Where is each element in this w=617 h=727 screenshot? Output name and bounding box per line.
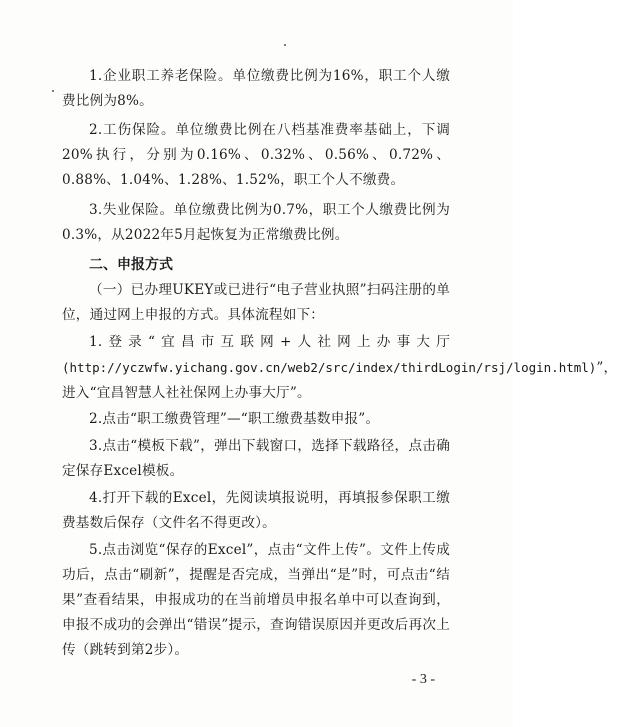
step-1-prefix: 1.登录“宜昌市互联网+人社网上办事大厅 xyxy=(89,334,450,350)
step-2: 2.点击“职工缴费管理”—“职工缴费基数申报”。 xyxy=(89,411,380,427)
step-4: 4.打开下载的Excel，先阅读填报说明，再填报参保职工缴费基数后保存（文件名不得更改）。 xyxy=(62,490,450,531)
step-1-suffix: ”，进入“宜昌智慧人社社保网上办事大厅”。 xyxy=(62,360,617,401)
paragraph-injury-insurance: 2.工伤保险。单位缴费比例在八档基准费率基础上，下调20%执行，分别为0.16%、0.32%、0.56%、0.72%、0.88%、1.04%、1.28%、1.52%，职工个人不缴费。 xyxy=(62,122,450,188)
subsection-online-declaration: （一）已办理UKEY或已进行“电子营业执照”扫码注册的单位，通过网上申报的方式。具体流程如下： xyxy=(62,282,450,323)
section-heading: 二、申报方式 xyxy=(89,257,173,273)
paragraph-pension-insurance: 1.企业职工养老保险。单位缴费比例为16%，职工个人缴费比例为8%。 xyxy=(62,68,450,109)
step-5: 5.点击浏览“保存的Excel”，点击“文件上传”。文件上传成功后，点击“刷新”，提醒是否完成，当弹出“是”时，可点击“结果”查看结果，申报成功的在当前增员申报名单中可以查询到，申报不成功的会弹出“错误”提示，查询错误原因并更改后再次上传（跳转到第2步）。 xyxy=(62,542,450,658)
login-url: (http://yczwfw.yichang.gov.cn/web2/src/index/thirdLogin/rsj/login.html) xyxy=(62,360,597,375)
paragraph-unemployment-insurance: 3.失业保险。单位缴费比例为0.7%，职工个人缴费比例为0.3%，从2022年5月起恢复为正常缴费比例。 xyxy=(62,202,450,243)
step-3: 3.点击“模板下载”，弹出下载窗口，选择下载路径，点击确定保存Excel模板。 xyxy=(62,438,450,479)
scan-speck xyxy=(52,90,54,92)
step-1-login xyxy=(62,330,617,406)
scan-speck xyxy=(284,44,286,46)
page-number: - 3 - xyxy=(411,672,435,687)
